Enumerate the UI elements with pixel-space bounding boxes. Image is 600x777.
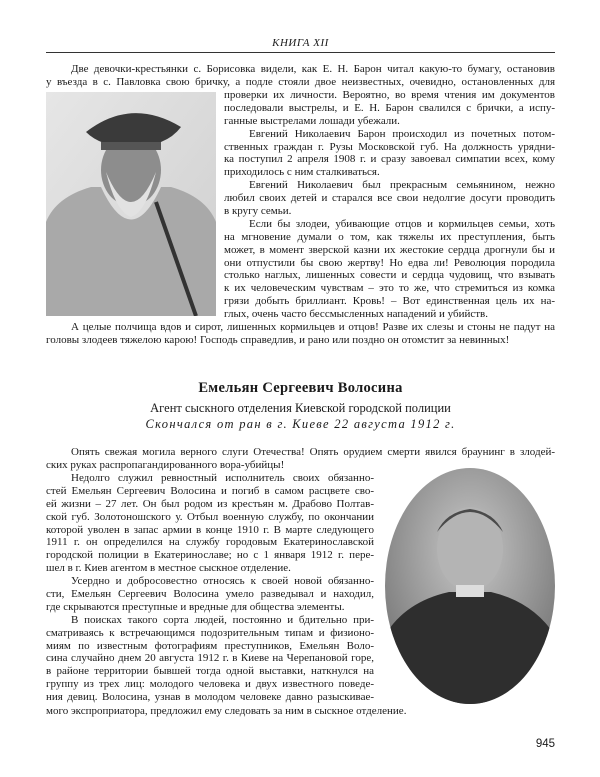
text-line: миям по известным фотографиям преступников, Емельян Воло-	[46, 639, 374, 652]
text-line: последовали выстрелы, и Е. Н. Барон свалился с брички, а испу-	[224, 101, 555, 114]
text-line: у въезда в с. Павловка свою бричку, а подле стояли двое неизвестных, очевидно, остановленных для	[46, 75, 555, 88]
paragraph-block	[46, 321, 555, 347]
person-name-heading: Емельян Сергеевич Волосина	[198, 380, 403, 396]
text-line: группу из трех лиц: молодого человека и двух известного поведе-	[46, 678, 374, 691]
text-line: приходилось с ним сталкиваться.	[224, 166, 380, 179]
text-line: Недолго служил ревностный исполнитель своих обязанно-	[71, 472, 374, 484]
text-line: Евгений Николаевич Барон происходил из почетных потом-	[249, 127, 555, 140]
text-line: которой уволен в запас армии в конце 1910 г. В марте следующего	[46, 523, 374, 536]
header-rule	[46, 52, 555, 53]
text-line: проверки их личности. Вероятно, во время чтения им документов	[224, 89, 555, 101]
death-note: Скончался от ран в г. Киеве 22 августа 1912 г.	[145, 417, 456, 431]
text-line: любил своих детей и старался все свои недолгие досуги проводить	[224, 192, 555, 205]
text-line: ей жизни – 27 лет. Он был родом из крестьян м. Драбово Полтав-	[46, 497, 374, 510]
text-line: столько наглых, лишенных совести и сердца чудовищ, что взывать	[224, 269, 555, 282]
running-header: КНИГА XII	[272, 37, 329, 49]
paragraph-block	[46, 472, 374, 704]
text-line: в кругу семьи.	[224, 205, 292, 218]
paragraph-block	[46, 63, 555, 89]
text-line: мого экспроприатора, предложил ему следовать за ним в сыскное отделение.	[46, 705, 407, 717]
text-line: грязи добыть бриллиант. Кровь! – Вот единственная цель их на-	[224, 295, 555, 308]
text-line: ской губ. Золотоношского у. Отбыл военную службу, по окончании	[46, 510, 374, 523]
text-line: где скрываются преступные и вредные для общества элементы.	[46, 600, 345, 613]
text-line: сти, Емельян Сергеевич Волосина умело разведывал и находил,	[46, 588, 374, 601]
text-line: в районе территории бывшей тогда одной выставки, наткнулся на	[46, 665, 374, 678]
paragraph-block	[46, 705, 426, 718]
text-line: они отпустили бы свою жертву! Но едва ли! Революция породила	[224, 256, 555, 269]
text-line: В поисках такого сорта людей, постоянно и бдительно при-	[71, 613, 374, 626]
text-line: Две девочки-крестьянки с. Борисовка видели, как Е. Н. Барон читал какую-то бумагу, остановив	[71, 63, 555, 75]
text-line: ка поступил 2 апреля 1908 г. и сразу завоевал симпатии всех, кому	[224, 153, 555, 166]
text-line: ния девиц. Волосина, узнав в молодом человеке давно разыскивае-	[46, 691, 374, 704]
text-line: шел в г. Киев агентом в местное сыскное отделение.	[46, 562, 291, 575]
text-line: Евгений Николаевич был прекрасным семьянином, нежно	[249, 179, 555, 192]
text-line: Опять свежая могила верного слуги Отечества! Опять орудием смерти явился браунинг в злодей-	[71, 446, 555, 458]
text-line: ских руках распропагандированного вора-убийцы!	[46, 458, 285, 471]
text-line: Усердно и добросовестно относясь к своей новой обязанно-	[71, 575, 374, 588]
text-line: к их человеческим чувствам – это то же, что стремиться из комка	[224, 282, 555, 295]
text-line: ганные выстрелами лошади убежали.	[224, 114, 400, 127]
text-line: на мгновение думали о том, как тяжелы их преступления, быть	[224, 230, 555, 243]
person-position: Агент сыскного отделения Киевской городской полиции	[150, 401, 451, 415]
text-line: стей Емельян Сергеевич Волосина и погиб в самом расцвете сво-	[46, 484, 374, 497]
text-line: сматриваясь к встречающимся подозрительным типам и физионо-	[46, 626, 374, 639]
portrait-photo-baron	[46, 92, 216, 316]
text-line: городской полиции в Екатеринославе; но с 1 января 1912 г. пере-	[46, 549, 374, 562]
text-line: ственных граждан г. Рузы Московской губ. На должность урядни-	[224, 140, 555, 153]
page-number: 945	[535, 738, 555, 750]
text-line: Если бы злодеи, убивающие отцов и кормильцев семьи, хоть	[249, 217, 555, 230]
text-line: может, в момент зверской казни их жестокие сердца дрогнули бы и	[224, 243, 555, 256]
portrait-photo-volosina	[384, 467, 556, 705]
text-line: головы злодеев тяжелою карою! Господь справедлив, и рано или поздно он отомстит за невинных!	[46, 333, 510, 346]
text-line: сина случайно днем 20 августа 1912 г. в Киеве на Черепановой горе,	[46, 652, 374, 665]
text-line: А целые полчища вдов и сирот, лишенных кормильцев и отцов! Разве их слезы и стоны не падут на	[71, 321, 555, 333]
text-line: 1911 г. он определился на службу городовым Екатеринославской	[46, 536, 374, 549]
paragraph-block	[224, 89, 555, 321]
text-line: глых, очень часто бессмысленных нападений и убийств.	[224, 308, 488, 321]
